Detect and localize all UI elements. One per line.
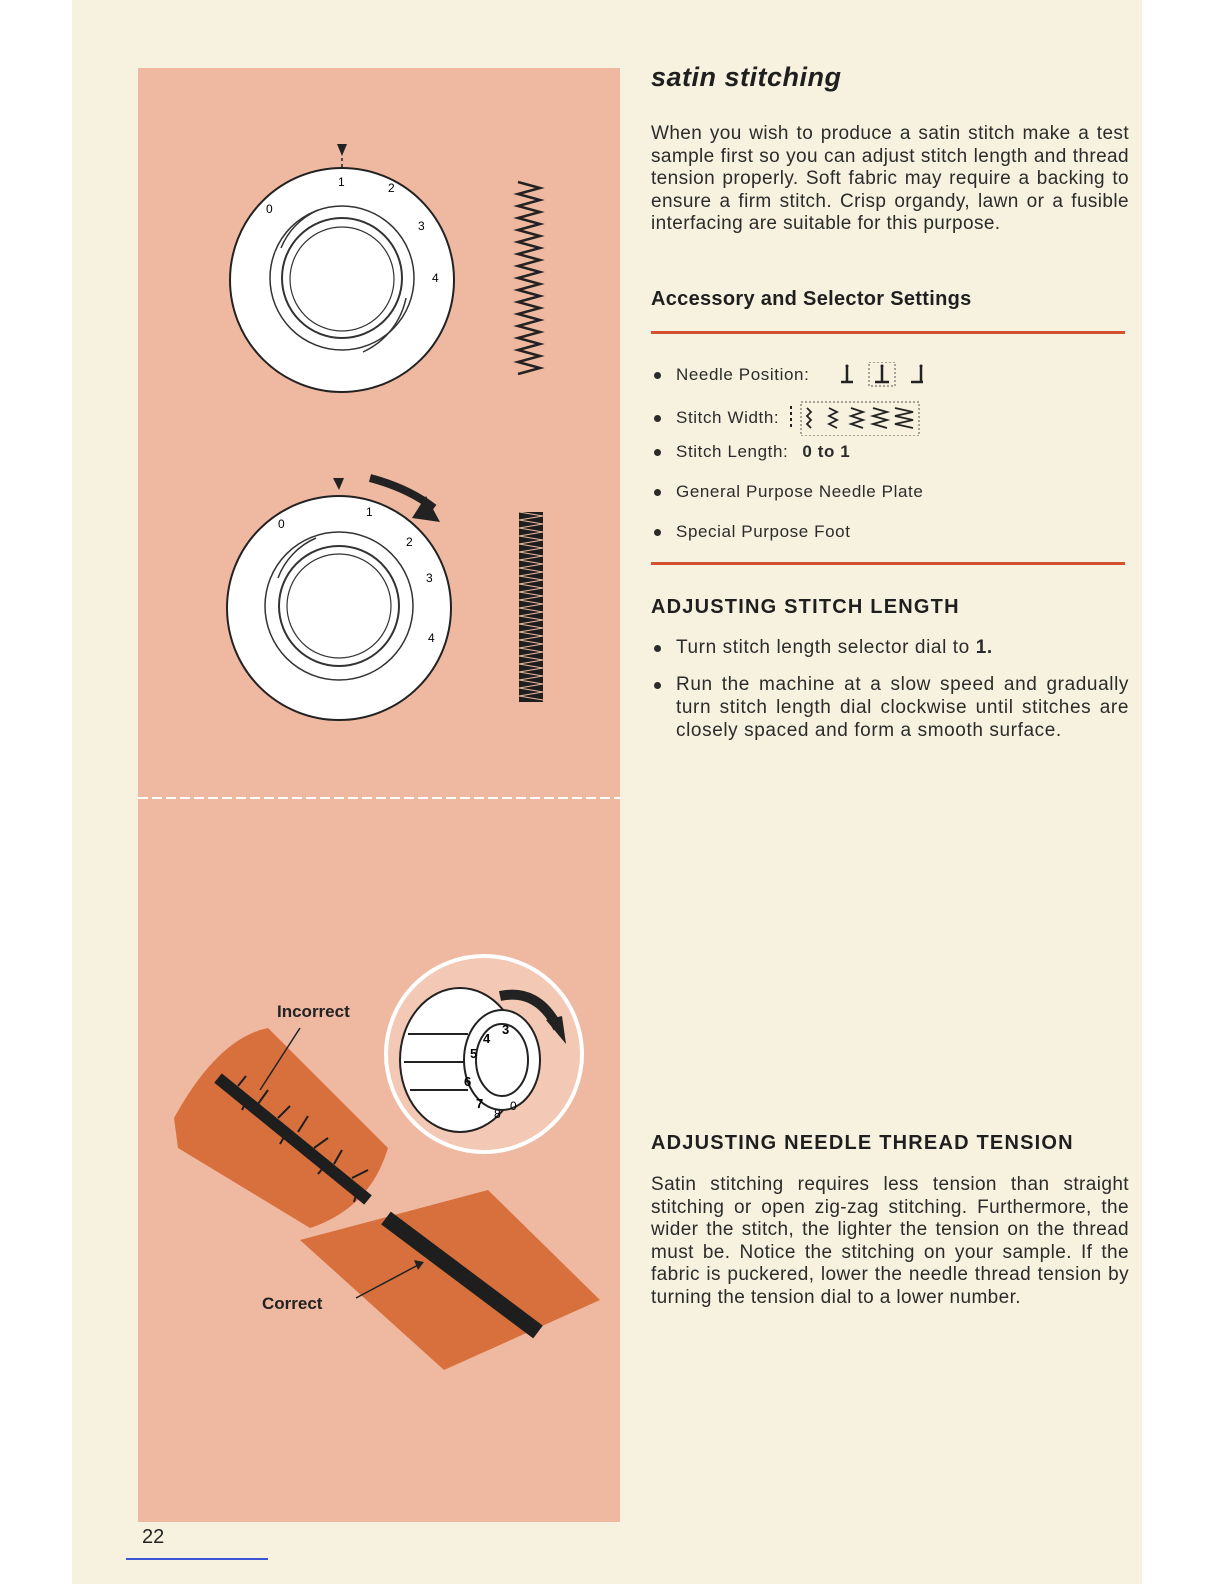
dial1-num-3: 3 [418,219,425,233]
section-rule-bottom [651,562,1125,565]
label-incorrect: Incorrect [277,1002,350,1021]
dial2-num-2: 2 [406,535,413,549]
open-zigzag-sample [518,182,540,374]
bullet-icon [654,489,661,496]
illustration-svg [138,68,620,1522]
bullet-icon [654,645,661,652]
list-item: Turn stitch length selector dial to 1. [651,636,1129,659]
tension-num-4: 4 [483,1031,491,1046]
tension-num-7: 7 [476,1096,484,1111]
setting-foot: Special Purpose Foot [651,522,851,542]
dial1-num-2: 2 [388,181,395,195]
bullet-icon [654,449,661,456]
stitch-length-dial-bottom [227,478,451,720]
dial2-num-3: 3 [426,571,433,585]
page-title: satin stitching [651,62,842,92]
bullet-icon [654,372,661,379]
setting-needle-plate: General Purpose Needle Plate [651,482,923,502]
dial2-pointer-icon [333,478,344,490]
dial-pointer-icon [337,144,347,156]
bullet-icon [654,682,661,689]
list-item: Run the machine at a slow speed and gradually turn stitch length dial clockwise until stitches are closely spaced and form a smooth surface. [651,673,1129,742]
setting-stitch-length: Stitch Length: 0 to 1 [651,442,850,462]
adjust-tension-heading: ADJUSTING NEEDLE THREAD TENSION [651,1132,1074,1154]
tension-num-6: 6 [464,1074,472,1089]
page-number: 22 [142,1526,165,1548]
tension-num-3: 3 [502,1022,510,1037]
setting-needle-position: Needle Position: [651,362,931,388]
page-number-underline [126,1558,268,1560]
section-rule-top [651,331,1125,334]
dial1-num-1: 1 [338,175,345,189]
tension-dial-illustration [386,956,582,1152]
tension-num-5: 5 [470,1046,478,1061]
tension-num-8: 8 [494,1107,501,1121]
stitch-length-dial-top [230,144,454,392]
bullet-icon [654,415,661,422]
setting-stitch-width: Stitch Width: [651,400,921,436]
bullet-icon [654,529,661,536]
satin-stitch-sample [519,512,543,702]
illustration-panel [138,68,620,1522]
adjust-length-list [651,636,1129,756]
dial2-num-0: 0 [278,517,285,531]
dial1-num-4: 4 [432,271,439,285]
dial2-num-4: 4 [428,631,435,645]
tension-num-0: 0 [510,1099,517,1113]
adjust-length-heading: ADJUSTING STITCH LENGTH [651,596,960,618]
accessory-heading: Accessory and Selector Settings [651,288,972,310]
tension-paragraph: Satin stitching requires less tension than straight stitching or open zig-zag stitching. Furthermore, the wider the stitch, the lighter the tension on the thread must be. Notice the stitching on your sample. If the fabric is puckered, lower the needle thread tension by turning the tension dial to a lower number. [651,1174,1129,1308]
intro-paragraph: When you wish to produce a satin stitch make a test sample first so you can adjust stitch length and thread tension properly. Soft fabric may require a backing to ensure a firm stitch. Crisp organdy, lawn or a fusible interfacing are suitable for this purpose. [651,123,1129,235]
incorrect-fabric-sample [174,1002,388,1228]
stitch-length-value: 0 to 1 [802,442,851,461]
label-correct: Correct [262,1294,323,1313]
dial2-num-1: 1 [366,505,373,519]
dial1-num-0: 0 [266,202,273,216]
stitch-width-icons [787,400,921,436]
needle-position-icons [839,362,931,388]
